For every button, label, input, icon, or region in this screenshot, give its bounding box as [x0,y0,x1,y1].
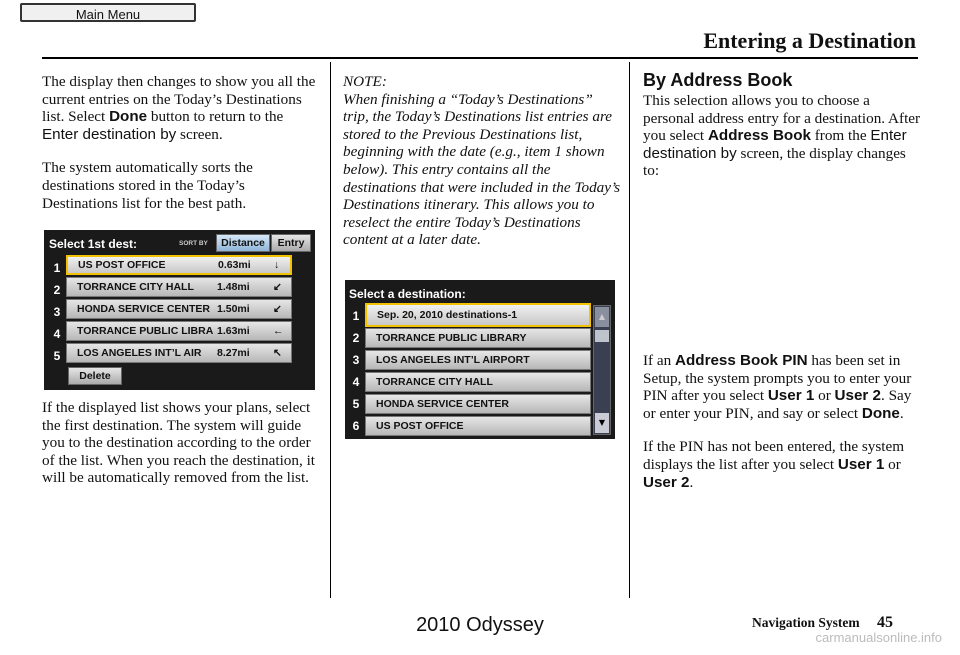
dest-row-3[interactable] [66,299,292,319]
dest-row-5[interactable] [66,343,292,363]
column-1-lower [42,399,322,487]
scroll-thumb[interactable] [595,330,609,342]
paragraph-3: If the displayed list shows your plans, select the first destination. The system will guide you to the destination according to the order of the list. When you reach the destination, it will be automatically removed from the list. [42,399,316,487]
dest-distance: 8.27mi [217,347,250,359]
dest-name: US POST OFFICE [376,420,464,432]
dest-name: HONDA SERVICE CENTER [376,398,510,410]
note-label: NOTE: [343,73,387,90]
paragraph-2: The system automatically sorts the destinations stored in the Today’s Destinations list for the best path. [42,159,253,212]
user-2-term: User 2 [643,473,690,491]
scrollbar[interactable] [593,305,611,435]
paragraph-address-book: This selection allows you to choose a personal address entry for a destination. After you select Address Book from the Enter destination by screen, the display changes to: [643,92,921,180]
dest-row-1[interactable] [66,255,292,275]
direction-arrow-icon: ↙ [273,303,282,315]
enter-destination-by-term: Enter destination by [643,127,907,162]
dest-distance: 1.48mi [217,281,250,293]
done-term: Done [861,404,900,422]
scroll-up-arrow-icon[interactable]: ▲ [595,307,609,327]
address-book-term: Address Book [707,127,811,145]
page-title: Entering a Destination [703,28,916,53]
footer-section: Navigation System [752,615,860,630]
row-number: 5 [352,397,360,411]
row-number: 4 [53,327,61,341]
section-heading: By Address Book [643,70,793,90]
direction-arrow-icon: ↖ [273,347,282,359]
select-1st-dest-screen [44,230,315,390]
column-divider-2 [629,62,630,598]
row-number: 5 [53,349,61,363]
direction-arrow-icon: ↓ [274,259,280,271]
done-term: Done [109,108,148,126]
dest-row-5[interactable] [365,394,591,414]
paragraph-no-pin: If the PIN has not been entered, the system displays the list after you select User 1 or User 2. [643,438,905,491]
dest-row-2[interactable] [66,277,292,297]
sort-entry-button[interactable]: Entry [271,234,311,252]
dest-distance: 1.50mi [217,303,250,315]
sort-distance-button[interactable]: Distance [216,234,270,252]
dest-name: LOS ANGELES INT’L AIRPORT [376,354,530,366]
direction-arrow-icon: ↙ [273,281,282,293]
paragraph-1: The display then changes to show you all the current entries on the Today’s Destinations list. Select Done button to return to the Enter destination by screen. [42,73,316,143]
main-menu-button[interactable]: Main Menu [20,3,196,22]
column-3-lower [643,352,923,491]
dest-row-4[interactable] [365,372,591,392]
scroll-down-arrow-icon[interactable]: ▼ [595,413,609,433]
row-number: 2 [53,283,61,297]
user-2-term: User 2 [834,387,881,405]
row-number: 4 [352,375,360,389]
dest-distance: 0.63mi [218,259,251,271]
dest-name: Sep. 20, 2010 destinations-1 [377,309,518,321]
dest-name: LOS ANGELES INT’L AIR [77,347,202,359]
row-number: 2 [352,331,360,345]
row-number: 3 [352,353,360,367]
column-2 [343,73,621,249]
sort-by-label: SORT BY [179,240,208,247]
dest-row-2[interactable] [365,328,591,348]
column-3 [643,70,923,180]
delete-button[interactable]: Delete [68,367,122,385]
user-1-term: User 1 [767,387,815,405]
address-book-pin-term: Address Book PIN [675,352,808,369]
dest-row-6[interactable] [365,416,591,436]
dest-name: TORRANCE CITY HALL [77,281,194,293]
row-number: 1 [352,309,360,323]
dest-name: TORRANCE PUBLIC LIBRA [77,325,214,337]
note-text: When finishing a “Today’s Destinations” trip, the Today’s Destinations list entries are stored to the Previous Destinations list, beginning with the date (e.g., item 1 shown below). This entry contains all the destinations that were included in the Today’s Destinations itinerary. This allows you to reselect the entire Today’s Destinations content at a later date. [343,90,621,249]
screen1-title: Select 1st dest: [49,237,138,251]
screen2-title: Select a destination: [349,287,466,301]
page-number: 45 [877,614,893,631]
dest-name: US POST OFFICE [78,259,166,271]
dest-row-4[interactable] [66,321,292,341]
user-1-term: User 1 [837,455,885,473]
paragraph-pin: If an Address Book PIN has been set in Setup, the system prompts you to enter your PIN after you select User 1 or User 2. Say or enter your PIN, and say or select Done. [643,352,912,422]
select-a-destination-screen [345,280,615,439]
column-1 [42,73,322,212]
footer-model: 2010 Odyssey [416,614,544,636]
dest-row-3[interactable] [365,350,591,370]
row-number: 6 [352,419,360,433]
direction-arrow-icon: ← [273,325,284,337]
dest-name: HONDA SERVICE CENTER [77,303,211,315]
dest-name: TORRANCE PUBLIC LIBRARY [376,332,527,344]
enter-destination-by-term: Enter destination by [42,125,177,143]
dest-name: TORRANCE CITY HALL [376,376,493,388]
column-divider-1 [330,62,331,598]
dest-distance: 1.63mi [217,325,250,337]
title-divider [42,57,918,59]
row-number: 3 [53,305,61,319]
dest-row-1[interactable] [365,303,591,327]
watermark: carmanualsonline.info [815,630,942,645]
row-number: 1 [53,261,61,275]
